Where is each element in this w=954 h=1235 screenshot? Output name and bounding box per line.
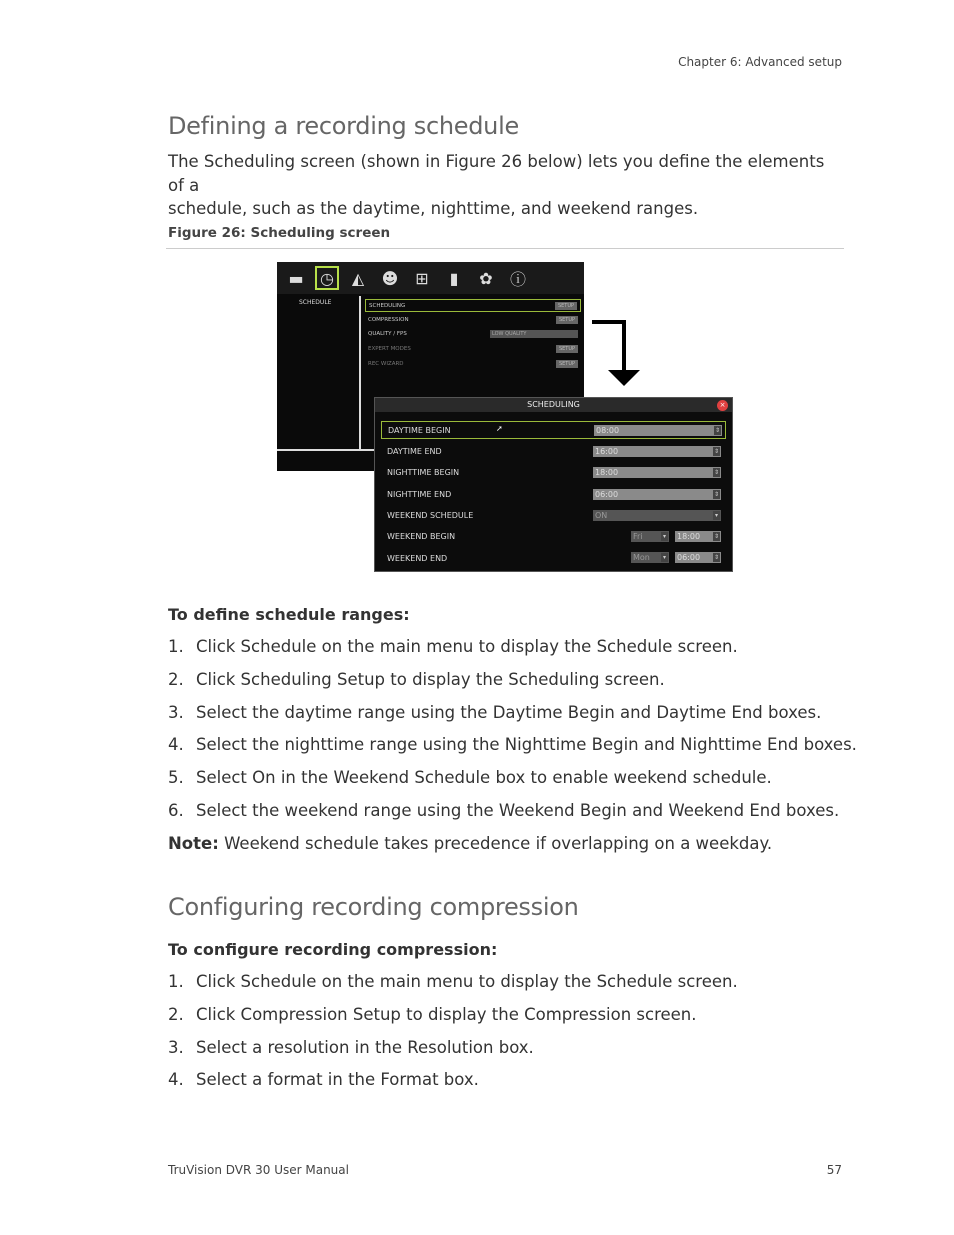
list-item: 1. Click Schedule on the main menu to display the Schedule screen.: [168, 972, 738, 1005]
dvr-menu-row-scheduling: [365, 299, 581, 312]
scheduling-dialog-title: SCHEDULING: [375, 398, 732, 412]
list-item: 3. Select the daytime range using the Daytime Begin and Daytime End boxes.: [168, 703, 857, 736]
step-text: Select the nighttime range using the Nighttime Begin and Nighttime End boxes.: [196, 735, 857, 755]
sched-day-select: [631, 552, 669, 563]
step-text: Click Scheduling Setup to display the Scheduling screen.: [196, 669, 665, 689]
step-text: Select a format in the Format box.: [196, 1070, 479, 1090]
dvr-divider: [359, 296, 361, 449]
figure-caption: Figure 26: Scheduling screen: [168, 225, 391, 241]
running-header: Chapter 6: Advanced setup: [678, 55, 842, 69]
step-text: Click Schedule on the main menu to display the Schedule screen.: [196, 972, 738, 991]
dvr-menu-row-rec-wizard: [365, 357, 581, 370]
dvr-menu-row-expert-modes: [365, 342, 581, 355]
step-text: Select On in the Weekend Schedule box to enable weekend schedule.: [196, 768, 772, 788]
footer-manual-title: TruVision DVR 30 User Manual: [168, 1163, 349, 1177]
arrow-connector: [622, 320, 626, 372]
intro-line-1: The Scheduling screen (shown in Figure 26 below) lets you define the elements of a: [168, 152, 825, 195]
sched-row-nighttime-end: [381, 485, 726, 503]
spinner-icon: ⇕: [714, 427, 721, 434]
settings-icon: ✿: [479, 268, 493, 288]
dvr-setup-button: SETUP: [556, 316, 578, 324]
sched-value: 18:00: [677, 532, 701, 541]
sched-time-field: [675, 552, 721, 563]
list-item: 4. Select the nighttime range using the Nighttime Begin and Nighttime End boxes.: [168, 735, 857, 768]
spinner-icon: ⇕: [713, 448, 720, 455]
sched-row-weekend-begin: [381, 527, 726, 545]
sched-day-select: [631, 531, 669, 542]
dvr-toolbar: [277, 262, 584, 294]
sched-row-nighttime-begin: [381, 463, 726, 481]
network-icon: ⊞: [415, 268, 429, 288]
close-icon: ×: [717, 400, 728, 411]
alarm-icon: ◭: [351, 268, 365, 288]
sched-row-label: WEEKEND BEGIN: [387, 531, 456, 541]
spinner-icon: ⇕: [713, 533, 720, 540]
note: [168, 834, 772, 853]
sched-day-value: Mon: [633, 553, 650, 562]
camera-icon: ▬: [288, 268, 304, 288]
sched-value: 08:00: [596, 426, 620, 435]
sched-row-label: WEEKEND END: [387, 553, 448, 563]
scheduling-dialog-screenshot: [374, 397, 733, 572]
sched-row-weekend-end: [381, 549, 726, 567]
dvr-quality-select: LOW QUALITY: [490, 330, 578, 338]
sched-row-daytime-end: [381, 442, 726, 460]
dvr-setup-button: SETUP: [556, 345, 578, 353]
info-icon: ⓘ: [509, 269, 526, 289]
dvr-menu-row-quality: [365, 327, 581, 340]
step-text: Click Schedule on the main menu to display the Schedule screen.: [196, 637, 738, 656]
note-text: Weekend schedule takes precedence if overlapping on a weekday.: [218, 834, 773, 853]
dvr-menu-label: EXPERT MODES: [368, 345, 411, 352]
dvr-side-label: SCHEDULE: [299, 299, 332, 306]
sched-row-label: DAYTIME BEGIN: [388, 425, 451, 435]
intro-line-2: schedule, such as the daytime, nighttime, and weekend ranges.: [168, 199, 699, 218]
list-item: 3. Select a resolution in the Resolution box.: [168, 1038, 738, 1071]
spinner-icon: ⇕: [713, 491, 720, 498]
sched-time-field: [593, 489, 721, 500]
step-text: Click Compression Setup to display the Compression screen.: [196, 1004, 697, 1024]
chevron-down-icon: ▾: [662, 554, 666, 561]
sched-time-field: [593, 467, 721, 478]
sched-value: 18:00: [595, 468, 619, 477]
dvr-menu-label: SCHEDULING: [369, 302, 406, 309]
arrow-connector: [592, 320, 626, 324]
list-item: 2. Click Scheduling Setup to display the Scheduling screen.: [168, 670, 857, 703]
sched-time-field: [594, 425, 722, 436]
dvr-menu-row-compression: [365, 313, 581, 326]
sched-row-daytime-begin: [381, 421, 726, 439]
sched-time-field: [593, 446, 721, 457]
list-item: 5. Select On in the Weekend Schedule box to enable weekend schedule.: [168, 768, 857, 801]
users-icon: ☻: [381, 268, 399, 288]
step-text: Select the weekend range using the Weekend Begin and Weekend End boxes.: [196, 800, 840, 820]
clock-icon: ◷: [315, 266, 339, 290]
intro-paragraph: [168, 150, 828, 221]
section-title-schedule: Defining a recording schedule: [168, 112, 519, 140]
sched-row-label: DAYTIME END: [387, 446, 442, 456]
disk-icon: ▮: [449, 268, 459, 288]
sched-row-weekend-schedule: [381, 506, 726, 524]
procedure-title-compression: To configure recording compression:: [168, 940, 498, 959]
dvr-setup-button: SETUP: [556, 360, 578, 368]
dvr-menu-label: REC WIZARD: [368, 360, 404, 367]
section-title-compression: Configuring recording compression: [168, 893, 579, 921]
sched-time-field: [675, 531, 721, 542]
steps-list-compression: [168, 972, 738, 1103]
chevron-down-icon: ▾: [714, 512, 718, 519]
list-item: 4. Select a format in the Format box.: [168, 1070, 738, 1103]
dvr-setup-button: SETUP: [555, 302, 577, 310]
list-item: 1. Click Schedule on the main menu to display the Schedule screen.: [168, 637, 857, 670]
chevron-down-icon: ▾: [662, 533, 666, 540]
caption-divider: [166, 248, 844, 249]
spinner-icon: ⇕: [713, 469, 720, 476]
procedure-title-schedule: To define schedule ranges:: [168, 605, 410, 624]
steps-list-schedule: [168, 637, 857, 834]
sched-row-label: WEEKEND SCHEDULE: [387, 510, 474, 520]
dvr-menu-label: QUALITY / FPS: [368, 330, 407, 337]
sched-select-field: [593, 510, 721, 521]
dvr-menu-label: COMPRESSION: [368, 316, 409, 323]
sched-row-label: NIGHTTIME BEGIN: [387, 467, 460, 477]
sched-value: ON: [595, 511, 608, 520]
list-item: 6. Select the weekend range using the Weekend Begin and Weekend End boxes.: [168, 801, 857, 834]
step-text: Select the daytime range using the Daytime Begin and Daytime End boxes.: [196, 702, 822, 722]
note-label: Note:: [168, 834, 219, 853]
list-item: 2. Click Compression Setup to display the Compression screen.: [168, 1005, 738, 1038]
pointer-icon: ➚: [496, 424, 503, 433]
sched-day-value: Fri: [633, 532, 643, 541]
arrow-down-icon: [608, 370, 640, 386]
step-text: Select a resolution in the Resolution box.: [196, 1037, 534, 1057]
sched-value: 06:00: [677, 553, 701, 562]
sched-value: 16:00: [595, 447, 619, 456]
sched-row-label: NIGHTTIME END: [387, 489, 452, 499]
page-number: 57: [826, 1163, 842, 1177]
spinner-icon: ⇕: [713, 554, 720, 561]
sched-value: 06:00: [595, 490, 619, 499]
